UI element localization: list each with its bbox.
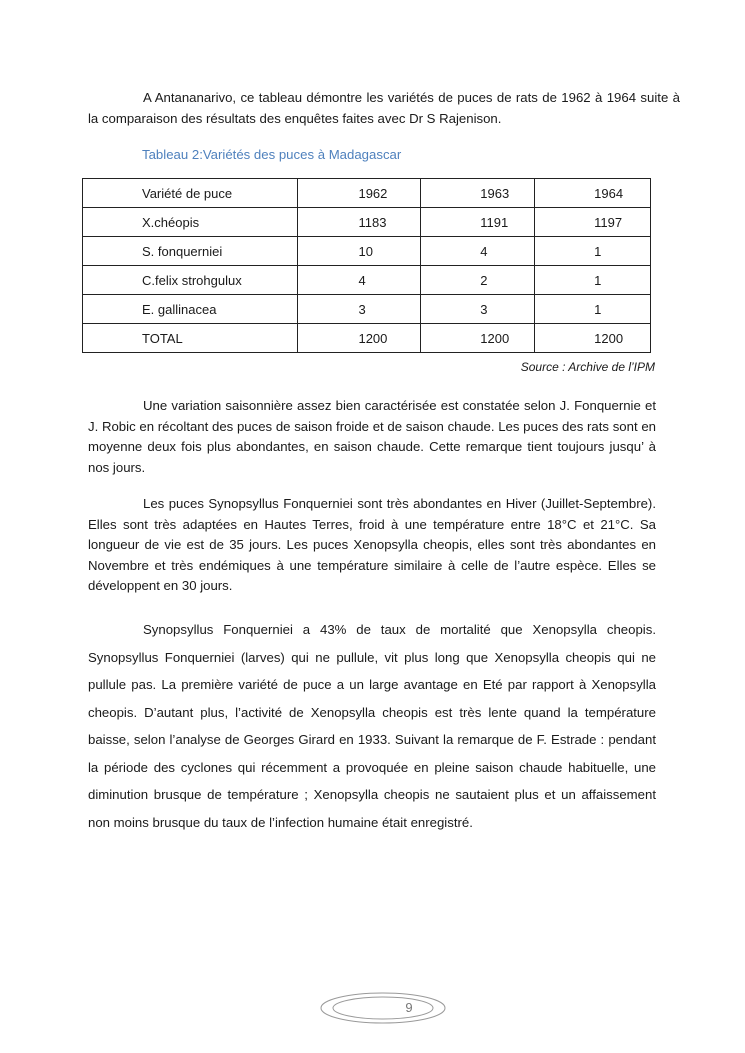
table-cell: S. fonquerniei [83, 237, 298, 266]
species-habitat-paragraph: Les puces Synopsyllus Fonquerniei sont très abondantes en Hiver (Juillet-Septembre). Elles sont très adaptées en Hautes Terres, froid à une température entre 18°C et 21°C. Sa longueur de vie est de 35 jours. Les puces Xenopsylla cheopis, elles sont très abondantes en Novembre et très endémiques à une température similaire à celle de l’autre espèce. Elles se développent en 30 jours. [88, 496, 656, 593]
page-number-badge [320, 992, 446, 1024]
table-cell: 1 [535, 295, 651, 324]
table-source: Source : Archive de l’IPM [520, 360, 655, 374]
page-number: 9 [405, 1000, 413, 1015]
table-cell: 1191 [421, 208, 535, 237]
table-row [83, 208, 651, 237]
header-cell: Variété de puce [83, 179, 298, 208]
table-row [83, 266, 651, 295]
header-cell: 1962 [298, 179, 421, 208]
table-total-row [83, 324, 651, 353]
table-cell: 1 [535, 237, 651, 266]
table-cell: X.chéopis [83, 208, 298, 237]
table-cell: 1200 [298, 324, 421, 353]
table-row [83, 237, 651, 266]
table-cell: 1183 [298, 208, 421, 237]
table-cell: E. gallinacea [83, 295, 298, 324]
table-header-row [83, 179, 651, 208]
table-cell: 3 [298, 295, 421, 324]
intro-paragraph: A Antananarivo, ce tableau démontre les variétés de puces de rats de 1962 à 1964 suite à la comparaison des résultats des enquêtes faites avec Dr S Rajenison. [88, 90, 680, 126]
table-cell: 4 [298, 266, 421, 295]
table-cell: 1197 [535, 208, 651, 237]
header-cell: 1964 [535, 179, 651, 208]
table-caption: Tableau 2:Variétés des puces à Madagascar [142, 147, 402, 162]
table-cell: 2 [421, 266, 535, 295]
table-cell: 1 [535, 266, 651, 295]
mortality-paragraph: Synopsyllus Fonquerniei a 43% de taux de mortalité que Xenopsylla cheopis. Synopsyllus Fonquerniei (larves) qui ne pullule, vit plus long que Xenopsylla cheopis qui ne pullule pas. La première variété de puce a un large avantage en Eté par rapport à Xenopsylla cheopis. D’autant plus, l’activité de Xenopsylla cheopis est très lente quand la température baisse, selon l’analyse de Georges Girard en 1933. Suivant la remarque de F. Estrade : pendant la période des cyclones qui récemment a provoquée en pleine saison chaude habituelle, une diminution brusque de température ; Xenopsylla cheopis ne sautaient plus et un affaissement non moins brusque du taux de l’infection humaine était enregistré. [88, 622, 656, 830]
flea-varieties-table [82, 178, 651, 353]
table-cell: 3 [421, 295, 535, 324]
seasonal-variation-paragraph: Une variation saisonnière assez bien caractérisée est constatée selon J. Fonquernie et J. Robic en récoltant des puces de saison froide et de saison chaude. Les puces des rats sont en moyenne deux fois plus abondantes, en saison chaude. Cette remarque tient toujours jusqu’ à nos jours. [88, 398, 656, 475]
table-cell: 4 [421, 237, 535, 266]
table-cell: 10 [298, 237, 421, 266]
header-cell: 1963 [421, 179, 535, 208]
table-cell: 1200 [421, 324, 535, 353]
table-cell: 1200 [535, 324, 651, 353]
table-row [83, 295, 651, 324]
table-cell: TOTAL [83, 324, 298, 353]
table-cell: C.felix strohgulux [83, 266, 298, 295]
